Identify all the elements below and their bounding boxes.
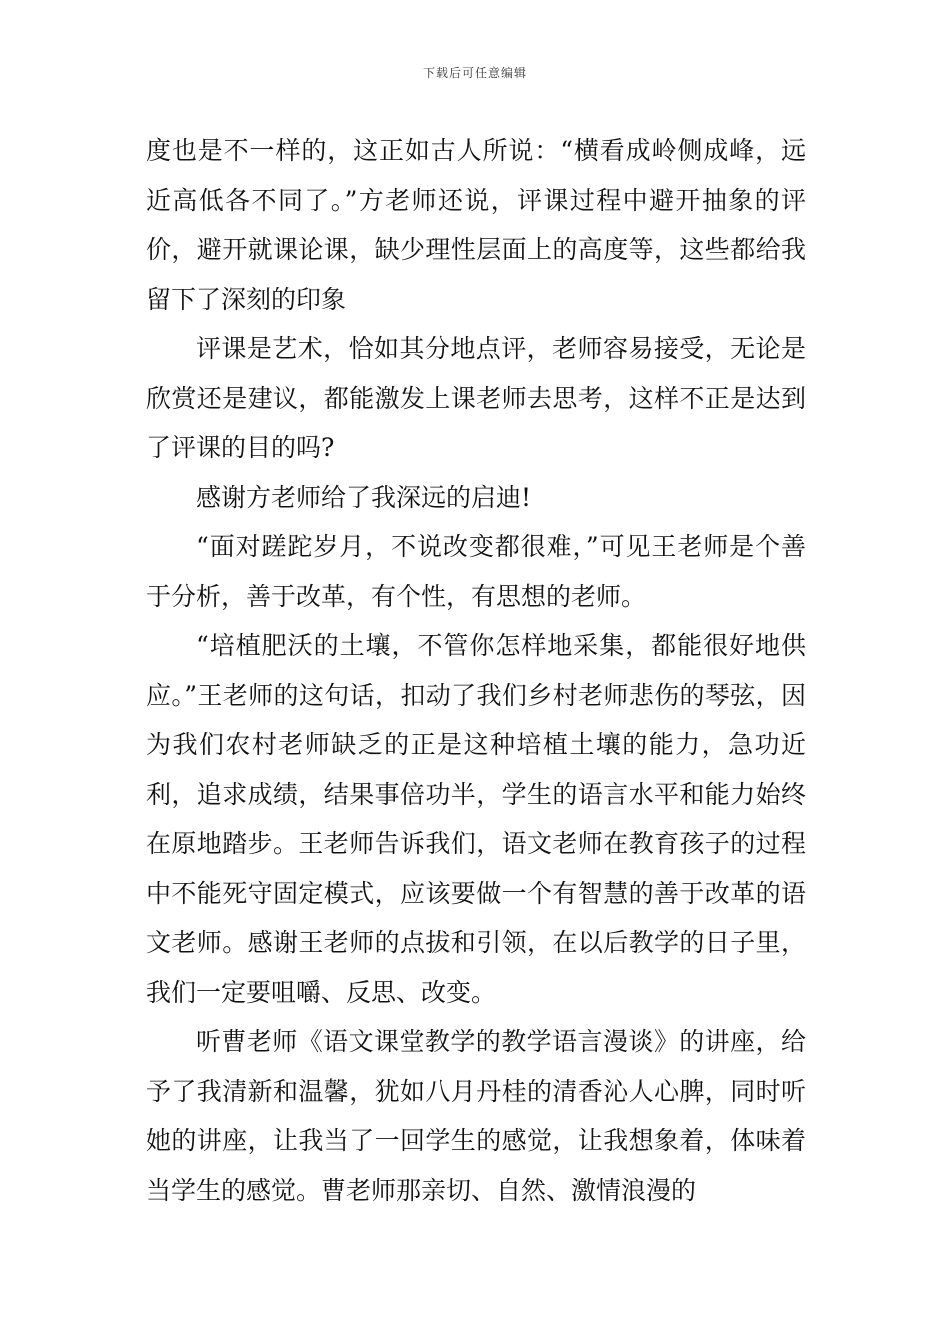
- paragraph-4: “面对蹉跎岁月，不说改变都很难，”可见王老师是个善于分析，善于改革，有个性，有思想的老师。: [146, 532, 806, 611]
- paragraph-5: “培植肥沃的土壤，不管你怎样地采集，都能很好地供应。”王老师的这句话，扣动了我们乡村老师悲伤的琴弦，因为我们农村老师缺乏的正是这种培植土壤的能力，急功近利，追求成绩，结果事倍功半，学生的语言水平和能力始终在原地踏步。王老师告诉我们，语文老师在教育孩子的过程中不能死守固定模式，应该要做一个有智慧的善于改革的语文老师。感谢王老师的点拔和引领，在以后教学的日子里，我们一定要咀嚼、反思、改变。: [146, 631, 806, 1007]
- paragraph-1: 度也是不一样的，这正如古人所说：“横看成岭侧成峰，远近高低各不同了。”方老师还说，评课过程中避开抽象的评价，避开就课论课，缺少理性层面上的高度等，这些都给我留下了深刻的印象: [146, 136, 806, 314]
- paragraph-2: 评课是艺术，恰如其分地点评，老师容易接受，无论是欣赏还是建议，都能激发上课老师去思考，这样不正是达到了评课的目的吗?: [146, 334, 806, 462]
- page-header: 下载后可任意编辑: [422, 66, 527, 80]
- paragraph-6: 听曹老师《语文课堂教学的教学语言漫谈》的讲座，给予了我清新和温馨，犹如八月丹桂的清香沁人心脾，同时听她的讲座，让我当了一回学生的感觉，让我想象着，体味着当学生的感觉。曹老师那亲切、自然、激情浪漫的: [146, 1027, 806, 1205]
- paragraph-3: 感谢方老师给了我深远的启迪!: [196, 482, 532, 512]
- document-body: [146, 126, 806, 1215]
